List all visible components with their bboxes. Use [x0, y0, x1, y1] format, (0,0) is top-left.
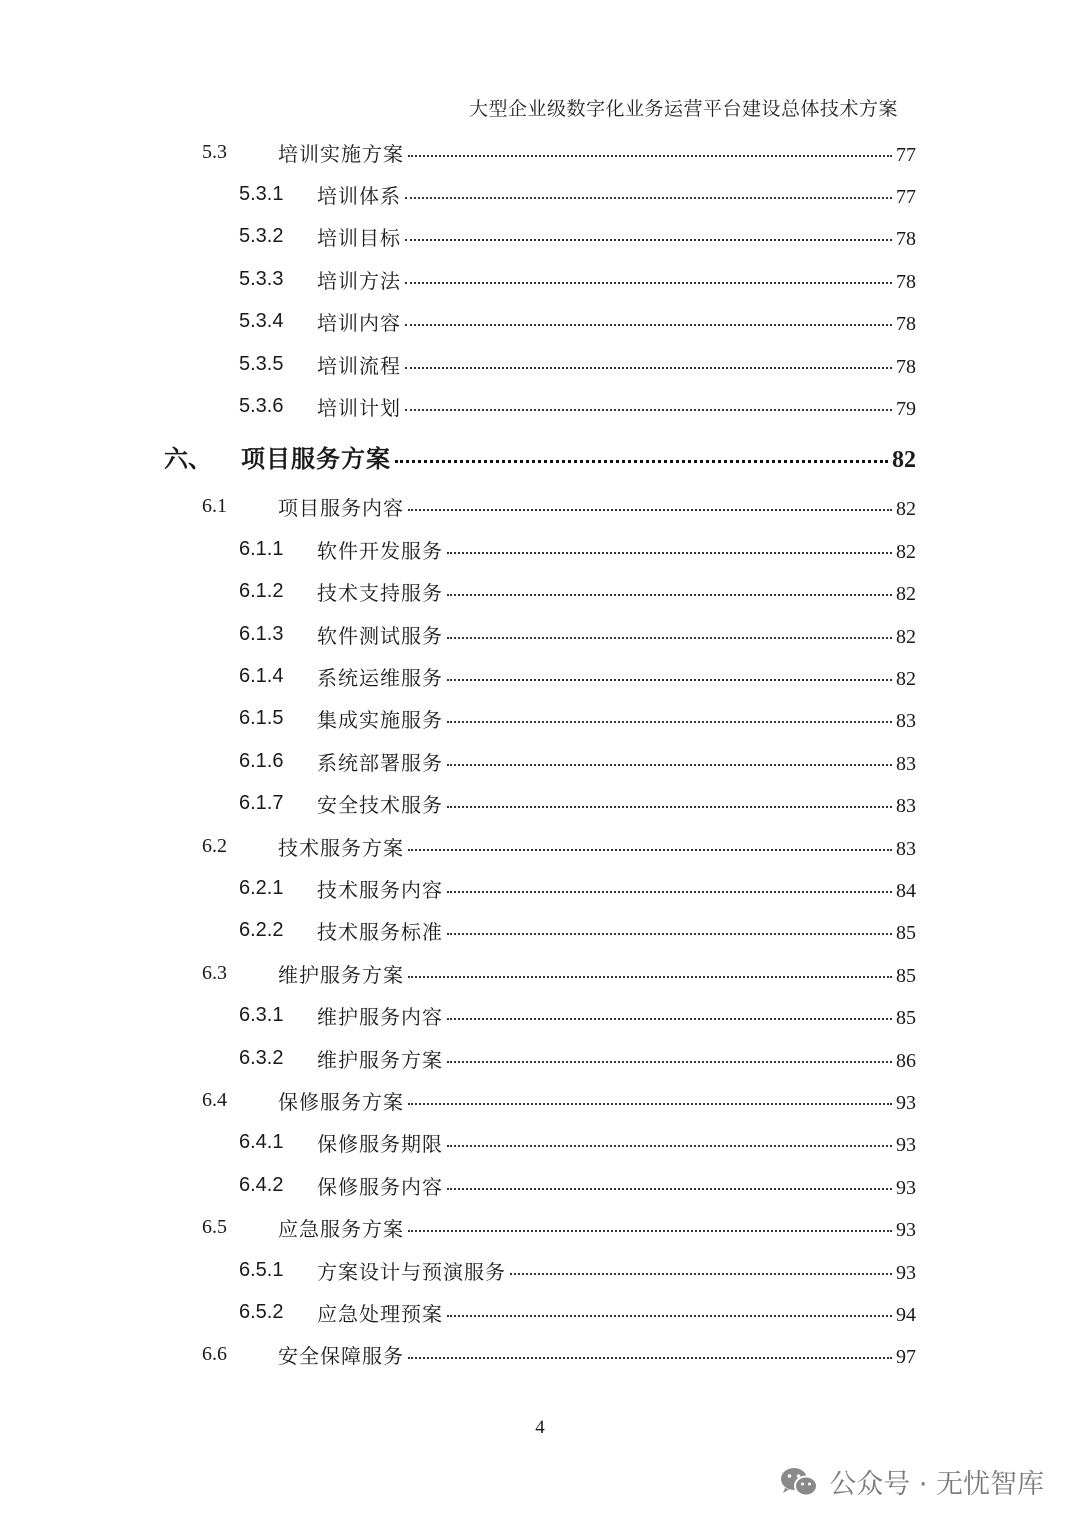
toc-entry-number: 6.2.1: [239, 876, 284, 899]
toc-entry-page: 93: [896, 1176, 916, 1199]
toc-entry[interactable]: [0, 910, 1080, 952]
toc-entry-title: 培训流程: [317, 353, 401, 378]
toc-entry-body: [317, 350, 916, 379]
toc-entry-page: 94: [896, 1303, 916, 1326]
toc-entry[interactable]: [0, 385, 1080, 427]
toc-entry-number: 6.5: [202, 1216, 227, 1239]
toc-entry-title: 培训目标: [317, 226, 401, 251]
toc-entry-title: 项目服务内容: [278, 496, 404, 521]
toc-entry-page: 78: [896, 313, 916, 336]
toc-entry-number: 5.3.6: [239, 394, 284, 417]
toc-entry-title: 安全技术服务: [317, 793, 443, 818]
toc-dot-leader: [408, 155, 892, 157]
wechat-icon: [779, 1466, 819, 1498]
toc-entry-title: 保修服务方案: [278, 1089, 404, 1114]
toc-entry[interactable]: [0, 1291, 1080, 1333]
toc-entry-page: 83: [896, 710, 916, 733]
toc-entry-body: [317, 662, 916, 691]
toc-entry[interactable]: [0, 952, 1080, 994]
toc-entry[interactable]: [0, 1249, 1080, 1291]
toc-dot-leader: [405, 409, 892, 411]
toc-entry-body: [317, 1001, 916, 1030]
toc-entry[interactable]: [0, 436, 1080, 478]
toc-entry-title: 安全保障服务: [278, 1344, 404, 1369]
toc-entry-page: 82: [896, 540, 916, 563]
watermark: [779, 1462, 1044, 1501]
toc-entry-page: 82: [896, 583, 916, 606]
toc-entry[interactable]: [0, 698, 1080, 740]
toc-entry-number: 5.3.3: [239, 267, 284, 290]
toc-dot-leader: [408, 976, 892, 978]
toc-entry-body: [278, 1213, 916, 1242]
toc-dot-leader: [405, 197, 892, 199]
toc-entry-number: 6.3.2: [239, 1046, 284, 1069]
toc-dot-leader: [447, 594, 892, 596]
toc-entry-page: 82: [896, 667, 916, 690]
toc-entry-title: 维护服务方案: [317, 1047, 443, 1072]
toc-entry-body: [278, 1086, 916, 1115]
toc-entry[interactable]: [0, 173, 1080, 215]
toc-entry[interactable]: [0, 1334, 1080, 1376]
toc-entry-number: 6.3.1: [239, 1004, 284, 1027]
toc-entry[interactable]: [0, 825, 1080, 867]
toc-entry-page: 82: [896, 625, 916, 648]
toc-entry-title: 技术服务内容: [317, 877, 443, 902]
toc-entry-title: 方案设计与预演服务: [317, 1259, 506, 1284]
toc-entry-body: [317, 535, 916, 564]
toc-entry-page: 79: [896, 397, 916, 420]
toc-dot-leader: [405, 239, 892, 241]
toc-entry[interactable]: [0, 867, 1080, 909]
toc-entry-title: 保修服务内容: [317, 1174, 443, 1199]
toc-dot-leader: [408, 1103, 892, 1105]
toc-entry-number: 6.1.7: [239, 792, 284, 815]
toc-entry[interactable]: [0, 995, 1080, 1037]
toc-entry-page: 83: [896, 752, 916, 775]
toc-entry[interactable]: [0, 486, 1080, 528]
toc-entry-number: 6.5.2: [239, 1300, 284, 1323]
toc-entry-body: [278, 492, 916, 521]
toc-entry-body: [317, 620, 916, 649]
toc-dot-leader: [447, 1315, 892, 1317]
toc-entry[interactable]: [0, 1079, 1080, 1121]
toc-entry-number: 6.4.1: [239, 1131, 284, 1154]
toc-entry-number: 6.1.6: [239, 749, 284, 772]
toc-entry-number: 5.3.5: [239, 352, 284, 375]
toc-dot-leader: [447, 764, 892, 766]
toc-dot-leader: [447, 552, 892, 554]
toc-entry-number: 6.4: [202, 1088, 227, 1111]
toc-entry-body: [317, 1298, 916, 1327]
toc-entry-title: 软件开发服务: [317, 538, 443, 563]
toc-entry-title: 培训计划: [317, 395, 401, 420]
toc-entry-body: [278, 138, 916, 167]
toc-entry-page: 86: [896, 1049, 916, 1072]
toc-entry[interactable]: [0, 571, 1080, 613]
toc-entry-body: [317, 1128, 916, 1157]
toc-dot-leader: [408, 509, 892, 511]
toc-entry-title: 技术支持服务: [317, 581, 443, 606]
page-header-title: 大型企业级数字化业务运营平台建设总体技术方案: [468, 98, 898, 120]
toc-entry[interactable]: [0, 740, 1080, 782]
toc-entry-title: 培训方法: [317, 268, 401, 293]
toc-entry-title: 应急处理预案: [317, 1301, 443, 1326]
toc-entry-number: 6.1.5: [239, 707, 284, 730]
toc-entry-body: [317, 916, 916, 945]
toc-entry[interactable]: [0, 655, 1080, 697]
toc-entry-body: [317, 704, 916, 733]
toc-entry-body: [317, 789, 916, 818]
toc-entry[interactable]: [0, 343, 1080, 385]
toc-entry-page: 83: [896, 837, 916, 860]
toc-entry-number: 6.1.2: [239, 580, 284, 603]
toc-entry-number: 6.2.2: [239, 919, 284, 942]
toc-entry[interactable]: [0, 1037, 1080, 1079]
toc-entry-title: 系统运维服务: [317, 665, 443, 690]
toc-entry-title: 项目服务方案: [241, 444, 391, 474]
toc-entry-body: [241, 439, 916, 474]
toc-dot-leader: [447, 1018, 892, 1020]
toc-entry-title: 集成实施服务: [317, 708, 443, 733]
toc-entry[interactable]: [0, 258, 1080, 300]
toc-dot-leader: [447, 1145, 892, 1147]
toc-entry-number: 6.6: [202, 1343, 227, 1366]
toc-dot-leader: [447, 679, 892, 681]
toc-dot-leader: [510, 1273, 892, 1275]
toc-entry-title: 技术服务方案: [278, 835, 404, 860]
toc-entry-page: 84: [896, 879, 916, 902]
toc-entry-number: 六、: [164, 444, 212, 474]
toc-entry-page: 85: [896, 1007, 916, 1030]
toc-entry-body: [317, 180, 916, 209]
toc-entry-number: 5.3.1: [239, 182, 284, 205]
toc-entry-number: 6.5.1: [239, 1258, 284, 1281]
toc-dot-leader: [447, 891, 892, 893]
toc-dot-leader: [405, 282, 892, 284]
toc-entry-number: 5.3.2: [239, 225, 284, 248]
toc-entry-page: 78: [896, 355, 916, 378]
toc-entry-body: [278, 959, 916, 988]
toc-dot-leader: [395, 460, 888, 463]
toc-entry-title: 系统部署服务: [317, 750, 443, 775]
toc-entry-body: [317, 307, 916, 336]
toc-entry-number: 5.3: [202, 140, 227, 163]
toc-entry-body: [278, 832, 916, 861]
toc-dot-leader: [408, 1357, 892, 1359]
toc-entry-page: 77: [896, 143, 916, 166]
toc-entry-body: [317, 874, 916, 903]
toc-dot-leader: [447, 721, 892, 723]
toc-entry-number: 6.1: [202, 495, 227, 518]
toc-entry-page: 82: [896, 498, 916, 521]
toc-dot-leader: [447, 806, 892, 808]
toc-entry-title: 软件测试服务: [317, 623, 443, 648]
toc-entry-number: 6.1.4: [239, 664, 284, 687]
toc-entry-number: 6.2: [202, 834, 227, 857]
toc-entry-body: [317, 265, 916, 294]
toc-entry-title: 培训实施方案: [278, 141, 404, 166]
watermark-text: 公众号 · 无忧智库: [829, 1469, 1044, 1500]
toc-entry-title: 培训体系: [317, 183, 401, 208]
toc-entry-page: 93: [896, 1134, 916, 1157]
toc-entry[interactable]: [0, 528, 1080, 570]
toc-dot-leader: [447, 637, 892, 639]
toc-entry-number: 6.1.1: [239, 537, 284, 560]
toc-entry-page: 82: [892, 447, 916, 474]
toc-entry-page: 93: [896, 1091, 916, 1114]
toc-entry[interactable]: [0, 1122, 1080, 1164]
toc-entry-page: 97: [896, 1346, 916, 1369]
page-number: 4: [535, 1417, 545, 1438]
toc-entry[interactable]: [0, 131, 1080, 173]
toc-entry[interactable]: [0, 783, 1080, 825]
toc-entry-title: 培训内容: [317, 311, 401, 336]
toc-entry-page: 85: [896, 964, 916, 987]
toc-dot-leader: [447, 1188, 892, 1190]
toc-entry-body: [317, 1171, 916, 1200]
toc-dot-leader: [405, 324, 892, 326]
toc-entry-body: [317, 1256, 916, 1285]
toc-dot-leader: [408, 849, 892, 851]
toc-entry-page: 93: [896, 1261, 916, 1284]
toc-entry-title: 技术服务标准: [317, 920, 443, 945]
toc-entry-page: 77: [896, 185, 916, 208]
toc-entry[interactable]: [0, 1207, 1080, 1249]
toc-entry-number: 6.4.2: [239, 1173, 284, 1196]
toc-entry-number: 6.3: [202, 961, 227, 984]
toc-entry-title: 维护服务方案: [278, 962, 404, 987]
toc-entry[interactable]: [0, 613, 1080, 655]
toc-entry-page: 78: [896, 270, 916, 293]
toc-dot-leader: [447, 1061, 892, 1063]
toc-entry-title: 维护服务内容: [317, 1005, 443, 1030]
toc-entry-body: [317, 577, 916, 606]
toc-entry-body: [278, 1340, 916, 1369]
toc-entry-body: [317, 392, 916, 421]
toc-entry[interactable]: [0, 1164, 1080, 1206]
toc-entry-body: [317, 222, 916, 251]
toc-entry-page: 85: [896, 922, 916, 945]
toc-entry-title: 保修服务期限: [317, 1132, 443, 1157]
toc-entry-number: 6.1.3: [239, 622, 284, 645]
toc-entry-page: 83: [896, 795, 916, 818]
toc-entry-body: [317, 1044, 916, 1073]
toc-entry-number: 5.3.4: [239, 310, 284, 333]
toc-dot-leader: [447, 933, 892, 935]
toc-entry-title: 应急服务方案: [278, 1217, 404, 1242]
toc-entry-page: 93: [896, 1219, 916, 1242]
toc-dot-leader: [408, 1230, 892, 1232]
toc-entry[interactable]: [0, 216, 1080, 258]
toc-dot-leader: [405, 367, 892, 369]
toc-entry-body: [317, 747, 916, 776]
toc-entry[interactable]: [0, 301, 1080, 343]
toc-entry-page: 78: [896, 228, 916, 251]
